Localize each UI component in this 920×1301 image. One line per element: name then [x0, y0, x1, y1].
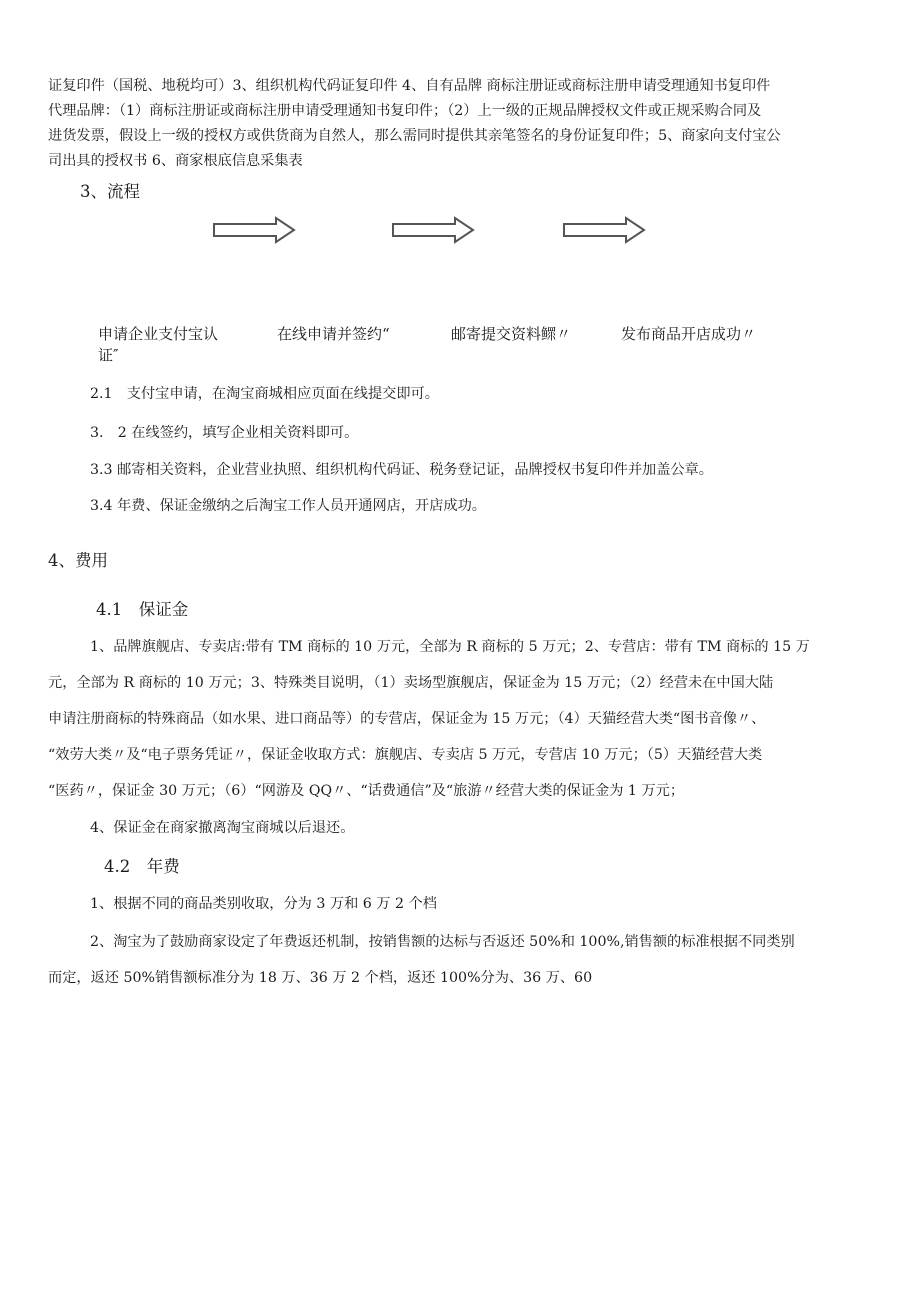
section-heading-fees: 4、费用	[48, 551, 108, 570]
deposit-line: “医药〃，保证金 30 万元；（6）“网游及 QQ〃、“话费通信”及“旅游〃经营大类的保证金为 1 万元；	[48, 783, 685, 799]
intro-line: 司出具的授权书 6、商家根底信息采集表	[48, 153, 303, 169]
flow-step-publish-open: 发布商品开店成功〃	[621, 325, 757, 343]
annual-fee-line: 1、根据不同的商品类别收取，分为 3 万和 6 万 2 个档	[90, 896, 437, 912]
right-arrow-icon	[212, 216, 298, 244]
right-arrow-icon	[391, 216, 477, 244]
intro-line: 证复印件（国税、地税均可）3、组织机构代码证复印件 4、自有品牌 商标注册证或商标注册申请受理通知书复印件	[48, 78, 771, 94]
annual-fee-line: 2、淘宝为了鼓励商家设定了年费返还机制，按销售额的达标与否返还 50%和 100%,销售额的标准根据不同类别	[90, 934, 795, 950]
process-item: 3.3 邮寄相关资料，企业营业执照、组织机构代码证、税务登记证，品牌授权书复印件并加盖公章。	[90, 462, 713, 478]
deposit-line: 元，全部为 R 商标的 10 万元；3、特殊类目说明，（1）卖场型旗舰店，保证金为 15 万元；（2）经营未在中国大陆	[48, 675, 774, 691]
annual-fee-line: 而定，返还 50%销售额标准分为 18 万、36 万 2 个档，返还 100%分为、36 万、60	[48, 970, 593, 986]
process-item: 2.1 支付宝申请，在淘宝商城相应页面在线提交即可。	[90, 386, 439, 402]
deposit-line: 1、品牌旗舰店、专卖店:带有 TM 商标的 10 万元，全部为 R 商标的 5 万元；2、专营店：带有 TM 商标的 15 万	[90, 639, 810, 655]
flow-step-apply-alipay: 申请企业支付宝认	[98, 325, 219, 343]
flow-step-online-sign: 在线申请并签约“	[277, 325, 390, 343]
process-item: 3.4 年费、保证金缴纳之后淘宝工作人员开通网店，开店成功。	[90, 498, 486, 514]
process-item: 3. 2 在线签约，填写企业相关资料即可。	[90, 425, 359, 441]
right-arrow-icon	[562, 216, 648, 244]
deposit-line: 申请注册商标的特殊商品（如水果、进口商品等）的专营店，保证金为 15 万元；（4）天猫经营大类“图书音像〃、	[48, 711, 766, 727]
intro-line: 进货发票，假设上一级的授权方或供货商为自然人，那么需同时提供其亲笔签名的身份证复印件；5、商家向支付宝公	[48, 128, 781, 144]
deposit-line: “效劳大类〃及“电子票务凭证〃，保证金收取方式：旗舰店、专卖店 5 万元，专营店 10 万元；（5）天猫经营大类	[48, 747, 763, 763]
intro-line: 代理品牌：（1）商标注册证或商标注册申请受理通知书复印件；（2）上一级的正规品牌授权文件或正规采购合同及	[48, 103, 762, 119]
subsection-heading-annual-fee: 4.2 年费	[104, 857, 180, 876]
flow-step-mail-docs: 邮寄提交资料鳏〃	[451, 325, 572, 343]
section-heading-process: 3、流程	[80, 182, 140, 201]
flow-step-apply-alipay-cont: 证″	[98, 346, 119, 364]
subsection-heading-deposit: 4.1 保证金	[96, 600, 189, 619]
deposit-refund-note: 4、保证金在商家撤离淘宝商城以后退还。	[90, 820, 355, 836]
